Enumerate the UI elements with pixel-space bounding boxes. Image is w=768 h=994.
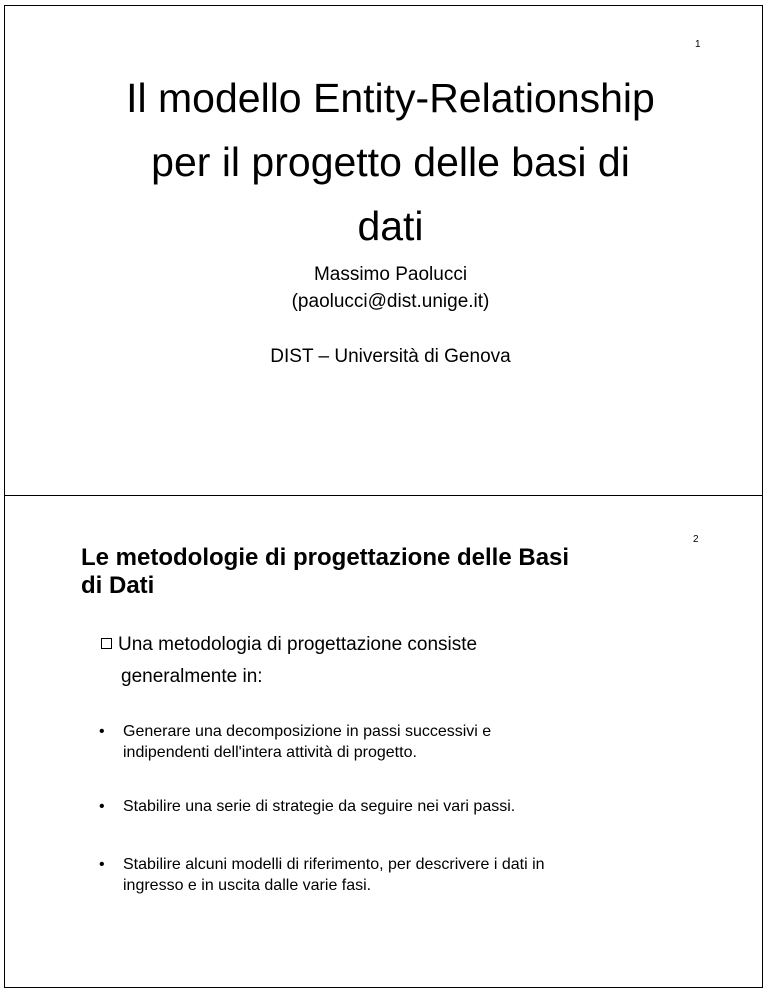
list-item: [99, 721, 679, 763]
title-line: di Dati: [81, 572, 155, 599]
page-number: 2: [693, 534, 699, 545]
bullet-icon: •: [99, 723, 105, 740]
bullet-icon: •: [99, 856, 105, 873]
checkbox-bullet-icon: [101, 638, 112, 649]
list-item-text: Stabilire una serie di strategie da seguire nei vari passi.: [123, 798, 516, 815]
list-item-text: Generare una decomposizione in passi successivi e: [123, 723, 492, 740]
intro-text: generalmente in:: [121, 666, 263, 687]
title-line: Le metodologie di progettazione delle Basi: [81, 544, 570, 571]
list-item-text: Stabilire alcuni modelli di riferimento, per descrivere i dati in: [123, 856, 545, 873]
slide-2: [4, 495, 763, 988]
author-name: Massimo Paolucci: [313, 264, 468, 285]
title-line: per il progetto delle basi di: [151, 139, 630, 185]
intro-item: [101, 629, 601, 693]
list-item-text: ingresso e in uscita dalle varie fasi.: [123, 877, 372, 894]
list-item: [99, 854, 679, 896]
bullet-icon: •: [99, 798, 105, 815]
list-item-text: indipendenti dell'intera attività di progetto.: [123, 744, 417, 761]
author-block: [5, 261, 768, 315]
affiliation: DIST – Università di Genova: [270, 346, 511, 367]
author-email: (paolucci@dist.unige.it): [291, 291, 490, 312]
list-item: [99, 796, 679, 817]
page-number: 1: [695, 39, 701, 50]
title-line: dati: [357, 203, 424, 249]
slide-title: [81, 544, 691, 600]
slide-1: [4, 5, 763, 496]
intro-text: Una metodologia di progettazione consiste: [118, 634, 478, 655]
slide-title: [5, 66, 768, 258]
title-line: Il modello Entity-Relationship: [126, 75, 655, 121]
